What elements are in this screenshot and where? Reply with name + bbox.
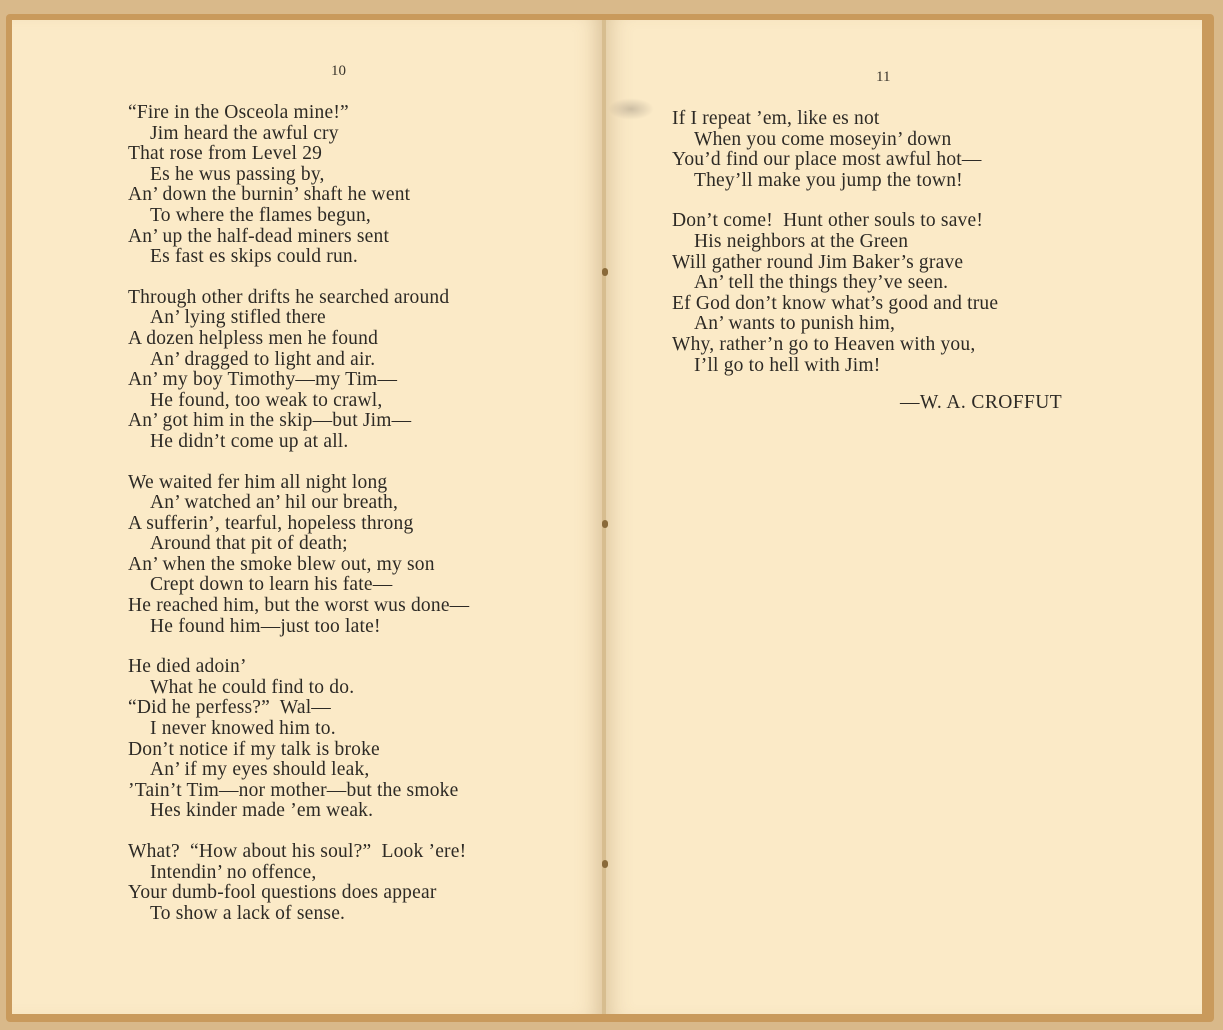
poem-line: You’d find our place most awful hot—	[672, 149, 982, 171]
poem-line: An’ watched an’ hil our breath,	[150, 492, 399, 514]
poem-line: Jim heard the awful cry	[150, 122, 339, 144]
poem-line: He reached him, but the worst wus done—	[128, 595, 470, 617]
poem-line: Why, rather’n go to Heaven with you,	[672, 333, 976, 355]
poem-line: A dozen helpless men he found	[128, 327, 379, 349]
poem-line: An’ got him in the skip—but Jim—	[128, 410, 412, 432]
poem-line: An’ dragged to light and air.	[150, 348, 376, 370]
poem-line: An’ when the smoke blew out, my son	[128, 553, 435, 575]
poem-line: Hes kinder made ’em weak.	[150, 800, 374, 822]
poem-line: He found, too weak to crawl,	[150, 389, 383, 411]
poem-line: He found him—just too late!	[150, 615, 381, 637]
poem-line: An’ lying stifled there	[150, 307, 326, 329]
poem-line: A sufferin’, tearful, hopeless throng	[128, 512, 414, 534]
poem-line: Through other drifts he searched around	[128, 286, 450, 308]
stanza-gap	[128, 453, 469, 473]
staple	[602, 520, 608, 528]
poem-line: That rose from Level 29	[128, 143, 323, 165]
poem-line: We waited fer him all night long	[128, 471, 388, 493]
poem-line: To show a lack of sense.	[150, 902, 346, 924]
poem-line: “Did he perfess?” Wal—	[128, 697, 332, 719]
stanza-gap	[128, 637, 469, 657]
poem-line: Will gather round Jim Baker’s grave	[672, 251, 964, 273]
poem-line: Es he wus passing by,	[150, 163, 325, 185]
ink-smudge	[608, 98, 654, 120]
poem-line: Your dumb-fool questions does appear	[128, 882, 437, 904]
stanza-gap	[672, 191, 998, 211]
poem-line: He didn’t come up at all.	[150, 430, 349, 452]
poem-line: Don’t come! Hunt other souls to save!	[672, 210, 984, 232]
poem-text-right	[672, 109, 998, 376]
poem-line: “Fire in the Osceola mine!”	[128, 102, 349, 123]
poem-line: Around that pit of death;	[150, 533, 348, 555]
poem-line: An’ tell the things they’ve seen.	[694, 272, 949, 294]
poem-line: An’ if my eyes should leak,	[150, 759, 370, 781]
poem-line: An’ down the burnin’ shaft he went	[128, 184, 411, 206]
stanza-gap	[128, 822, 469, 842]
stanza-gap	[128, 268, 469, 288]
staple	[602, 860, 608, 868]
poem-line: Crept down to learn his fate—	[150, 574, 393, 596]
poem-line: His neighbors at the Green	[694, 230, 909, 252]
poem-line: ’Tain’t Tim—nor mother—but the smoke	[128, 779, 459, 801]
poem-line: What he could find to do.	[150, 676, 355, 698]
poem-line: They’ll make you jump the town!	[694, 169, 963, 191]
poem-line: An’ up the half-dead miners sent	[128, 225, 390, 247]
poem-line: I’ll go to hell with Jim!	[694, 354, 881, 376]
poem-line: To where the flames begun,	[150, 204, 371, 226]
poem-line: What? “How about his soul?” Look ’ere!	[128, 841, 467, 862]
author-signature: —W. A. CROFFUT	[900, 392, 1062, 413]
poem-line: Ef God don’t know what’s good and true	[672, 292, 999, 314]
poem-text-left	[128, 103, 469, 924]
poem-line: I never knowed him to.	[150, 718, 336, 740]
poem-line: An’ my boy Timothy—my Tim—	[128, 369, 398, 391]
poem-line: Don’t notice if my talk is broke	[128, 738, 380, 760]
staple	[602, 268, 608, 276]
page-number-right: 11	[876, 69, 891, 85]
page-number-left: 10	[331, 63, 346, 79]
poem-line: An’ wants to punish him,	[694, 313, 896, 335]
poem-line: Intendin’ no offence,	[150, 861, 317, 883]
poem-line: He died adoin’	[128, 656, 247, 678]
poem-line: Es fast es skips could run.	[150, 246, 358, 268]
poem-line: When you come moseyin’ down	[694, 128, 952, 150]
poem-line: If I repeat ’em, like es not	[672, 108, 880, 129]
